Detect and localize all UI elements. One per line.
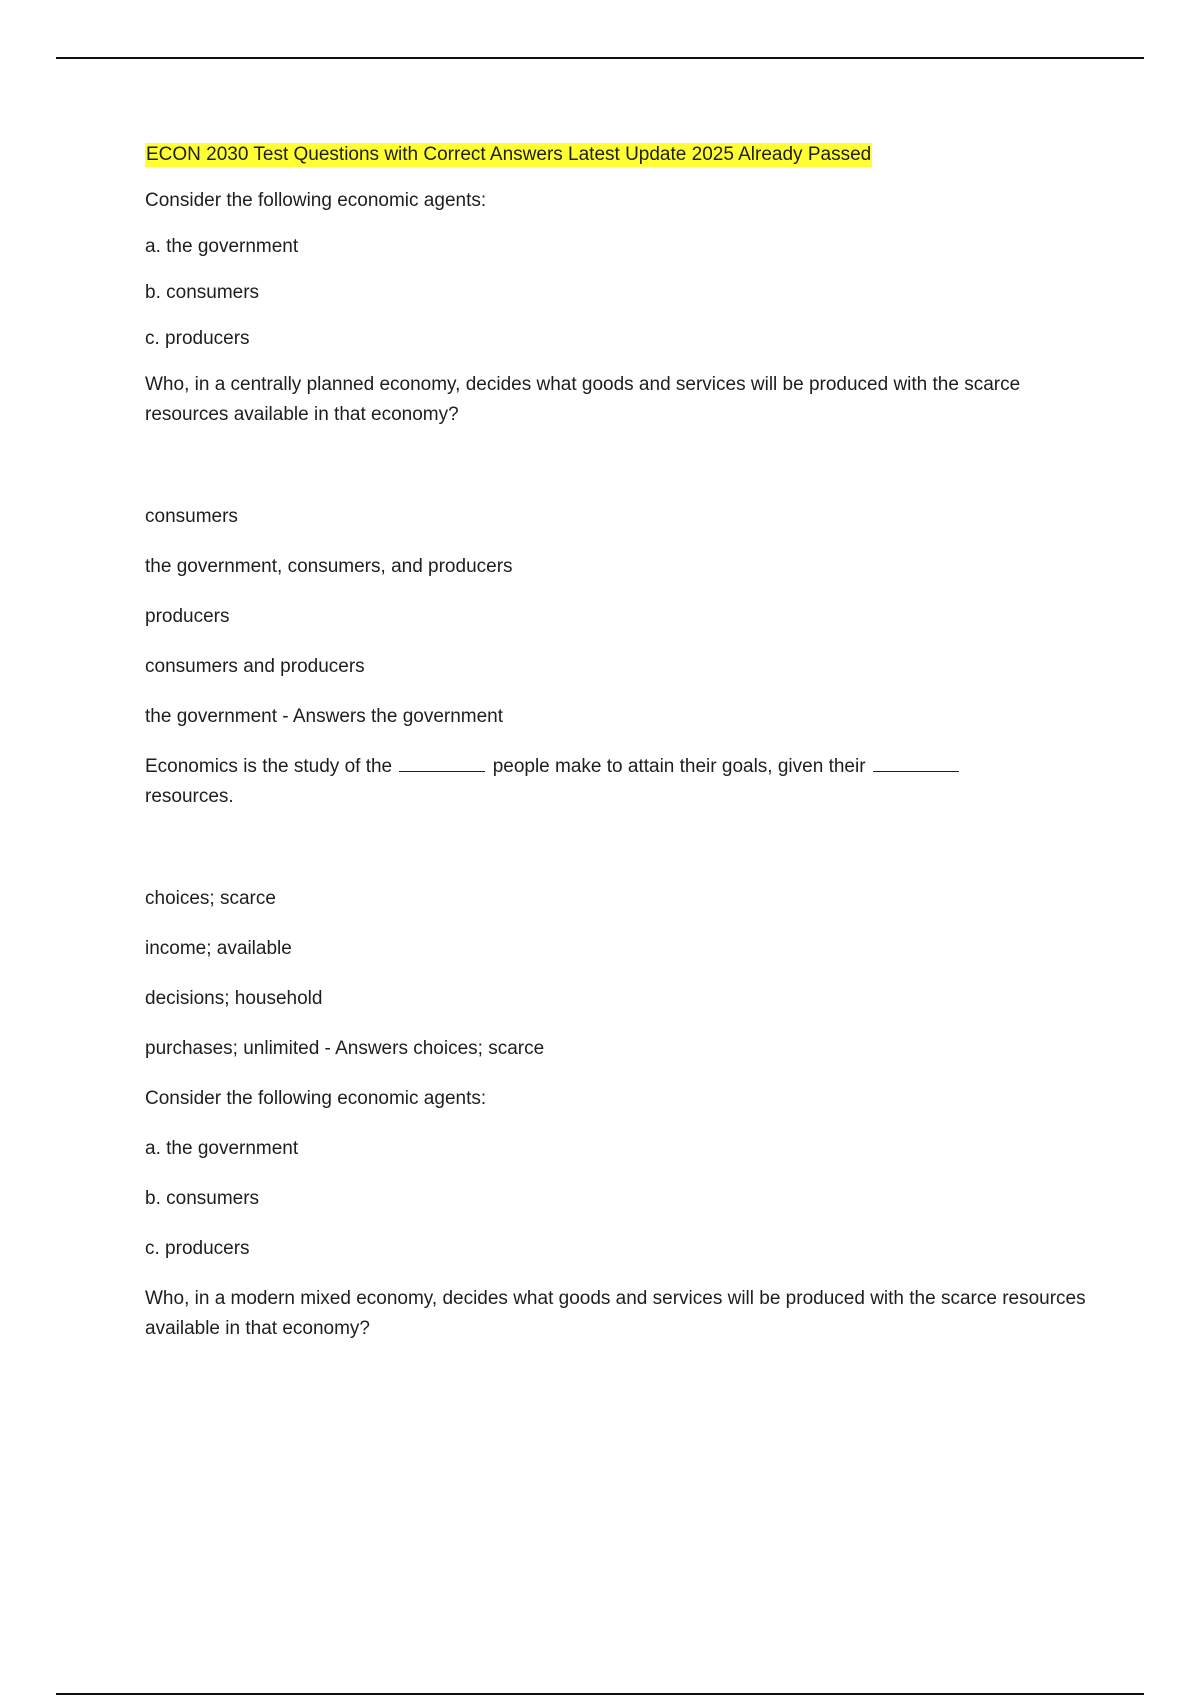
q3-agent-a: a. the government <box>145 1138 299 1159</box>
q3-agent-b: b. consumers <box>145 1188 260 1209</box>
q1-option: producers <box>145 606 230 627</box>
q2-option: decisions; household <box>145 988 323 1009</box>
fill-in-blank-1 <box>399 753 485 772</box>
document-title: ECON 2030 Test Questions with Correct Answers Latest Update 2025 Already Passed <box>146 144 872 165</box>
bottom-rule <box>56 1693 1144 1695</box>
q1-agent-c: c. producers <box>145 328 250 349</box>
q2-question-part1: Economics is the study of the <box>145 756 393 777</box>
q2-question-part2: people make to attain their goals, given their <box>492 756 866 777</box>
fill-in-blank-2 <box>873 753 959 772</box>
q1-option: consumers and producers <box>145 656 365 677</box>
q1-option: consumers <box>145 506 238 527</box>
q1-option-answer: the government - Answers the government <box>145 706 504 727</box>
q3-question: Who, in a modern mixed economy, decides what goods and services will be produced with the scarce resources available in that economy? <box>145 1288 1086 1339</box>
q1-agent-b: b. consumers <box>145 282 260 303</box>
q1-question: Who, in a centrally planned economy, decides what goods and services will be produced with the scarce resources available in that economy? <box>145 374 1021 425</box>
q1-option: the government, consumers, and producers <box>145 556 513 577</box>
document-body <box>145 143 1105 1344</box>
q2-option: income; available <box>145 938 292 959</box>
q1-intro: Consider the following economic agents: <box>145 190 487 211</box>
q3-agent-c: c. producers <box>145 1238 250 1259</box>
q2-question <box>145 752 1105 812</box>
q2-question-part3: resources. <box>145 786 234 807</box>
top-rule <box>56 57 1144 59</box>
q2-option: choices; scarce <box>145 888 276 909</box>
q2-option-answer: purchases; unlimited - Answers choices; scarce <box>145 1038 545 1059</box>
q3-intro: Consider the following economic agents: <box>145 1088 487 1109</box>
q1-agent-a: a. the government <box>145 236 299 257</box>
